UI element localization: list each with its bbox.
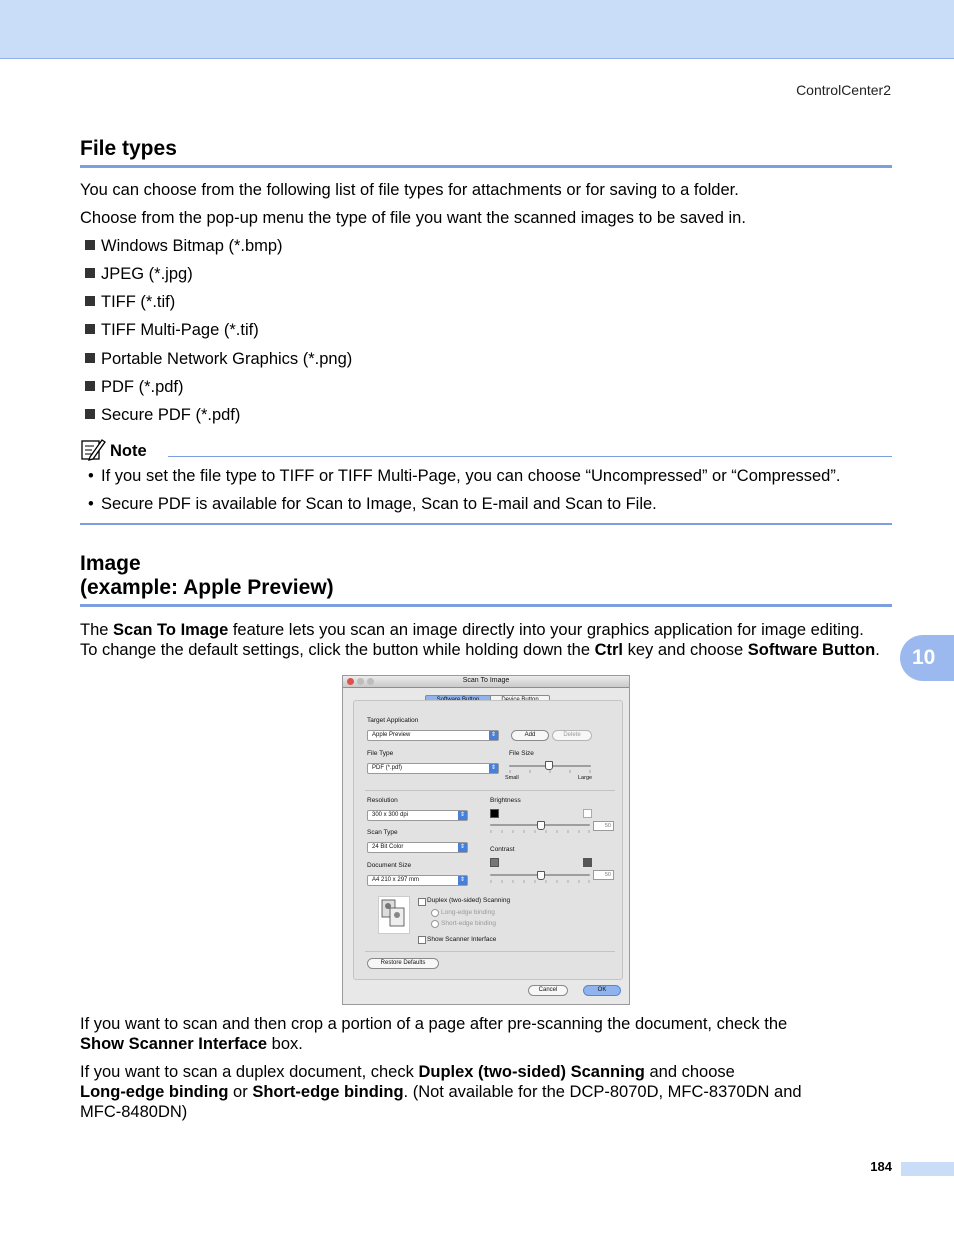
bullet-square-icon [85, 268, 95, 278]
document-size-label: Document Size [367, 862, 412, 869]
updown-arrow-icon: ⇕ [459, 877, 466, 883]
paragraph: MFC-8480DN) [80, 1103, 188, 1121]
file-type-label: File Type [367, 750, 394, 757]
scan-type-select[interactable]: 24 Bit Color ⇕ [367, 842, 468, 853]
chapter-tab: 10 [900, 635, 954, 681]
list-item: Windows Bitmap (*.bmp) [85, 236, 283, 256]
note-item: • If you set the file type to TIFF or TIFF Multi-Page, you can choose “Uncompressed” or “Compressed”. [88, 467, 841, 485]
high-contrast-icon [583, 858, 592, 867]
top-banner [0, 0, 954, 59]
resolution-label: Resolution [367, 797, 398, 804]
bullet-square-icon [85, 324, 95, 334]
list-item: JPEG (*.jpg) [85, 264, 193, 284]
low-contrast-icon [490, 858, 499, 867]
short-edge-label: Short-edge binding [441, 920, 496, 927]
running-head: ControlCenter2 [796, 82, 891, 98]
scan-to-image-dialog [342, 675, 630, 1005]
section-heading-file-types: File types [80, 137, 177, 160]
contrast-ticks [490, 880, 590, 883]
brightness-ticks [490, 830, 590, 833]
resolution-select[interactable]: 300 x 300 dpi ⇕ [367, 810, 468, 821]
paragraph: Show Scanner Interface box. [80, 1035, 303, 1053]
paragraph: If you want to scan a duplex document, check Duplex (two-sided) Scanning and choose [80, 1063, 735, 1081]
brightness-label: Brightness [490, 797, 521, 804]
bullet-square-icon [85, 381, 95, 391]
dialog-titlebar [343, 676, 629, 688]
show-scanner-label: Show Scanner Interface [427, 936, 497, 943]
long-edge-label: Long-edge binding [441, 909, 495, 916]
list-item: TIFF Multi-Page (*.tif) [85, 320, 259, 340]
file-size-ticks [509, 770, 591, 773]
heading-rule [80, 165, 892, 168]
note-top-rule [168, 456, 892, 457]
list-item: Portable Network Graphics (*.png) [85, 349, 352, 369]
short-edge-radio[interactable] [431, 920, 439, 928]
paragraph: If you want to scan and then crop a portion of a page after pre-scanning the document, check the [80, 1015, 788, 1033]
light-swatch-icon [583, 809, 592, 818]
bullet-square-icon [85, 296, 95, 306]
list-item: TIFF (*.tif) [85, 292, 175, 312]
paragraph: To change the default settings, click the button while holding down the Ctrl key and choose Software Button. [80, 641, 880, 659]
dialog-title: Scan To Image [462, 677, 510, 684]
restore-defaults-button[interactable]: Restore Defaults [367, 958, 439, 969]
paragraph: The Scan To Image feature lets you scan an image directly into your graphics application for image editing. [80, 621, 864, 639]
file-size-large-label: Large [578, 775, 593, 781]
separator [365, 790, 615, 791]
brightness-value[interactable]: 50 [593, 821, 614, 831]
target-application-select[interactable]: Apple Preview ⇕ [367, 730, 499, 741]
file-size-small-label: Small [505, 775, 519, 781]
add-button[interactable]: Add [511, 730, 549, 741]
note-pencil-icon [80, 437, 106, 461]
note-label: Note [110, 442, 147, 460]
page-number: 184 [870, 1159, 892, 1174]
paragraph: You can choose from the following list of file types for attachments or for saving to a folder. [80, 181, 739, 199]
bullet-square-icon [85, 240, 95, 250]
contrast-label: Contrast [490, 846, 515, 853]
file-size-label: File Size [509, 750, 534, 757]
contrast-slider-thumb[interactable] [537, 871, 545, 880]
cancel-button[interactable]: Cancel [528, 985, 568, 996]
ok-button[interactable]: OK [583, 985, 621, 996]
note-bottom-rule [80, 523, 892, 525]
updown-arrow-icon: ⇕ [459, 812, 466, 818]
delete-button[interactable]: Delete [552, 730, 592, 741]
updown-arrow-icon: ⇕ [490, 732, 497, 738]
note-item: • Secure PDF is available for Scan to Image, Scan to E-mail and Scan to File. [88, 495, 657, 513]
bullet-square-icon [85, 409, 95, 419]
heading-rule [80, 604, 892, 607]
brightness-slider-thumb[interactable] [537, 821, 545, 830]
duplex-label: Duplex (two-sided) Scanning [427, 897, 511, 904]
list-item: PDF (*.pdf) [85, 377, 184, 397]
file-size-slider-thumb[interactable] [545, 761, 553, 770]
scan-type-label: Scan Type [367, 829, 398, 836]
page-number-bar [901, 1162, 954, 1176]
paragraph: Long-edge binding or Short-edge binding. (Not available for the DCP-8070D, MFC-8370DN and [80, 1083, 802, 1101]
long-edge-radio[interactable] [431, 909, 439, 917]
section-heading-image: Image (example: Apple Preview) [80, 552, 334, 599]
duplex-pages-icon [378, 896, 410, 934]
file-type-select[interactable]: PDF (*.pdf) ⇕ [367, 763, 499, 774]
dark-swatch-icon [490, 809, 499, 818]
contrast-value[interactable]: 50 [593, 870, 614, 880]
list-item: Secure PDF (*.pdf) [85, 405, 240, 425]
paragraph: Choose from the pop-up menu the type of file you want the scanned images to be saved in. [80, 209, 746, 227]
separator [365, 951, 615, 952]
target-application-label: Target Application [367, 717, 419, 724]
document-size-select[interactable]: A4 210 x 297 mm ⇕ [367, 875, 468, 886]
bullet-square-icon [85, 353, 95, 363]
show-scanner-checkbox[interactable] [418, 936, 426, 944]
updown-arrow-icon: ⇕ [490, 765, 497, 771]
duplex-checkbox[interactable] [418, 898, 426, 906]
updown-arrow-icon: ⇕ [459, 844, 466, 850]
